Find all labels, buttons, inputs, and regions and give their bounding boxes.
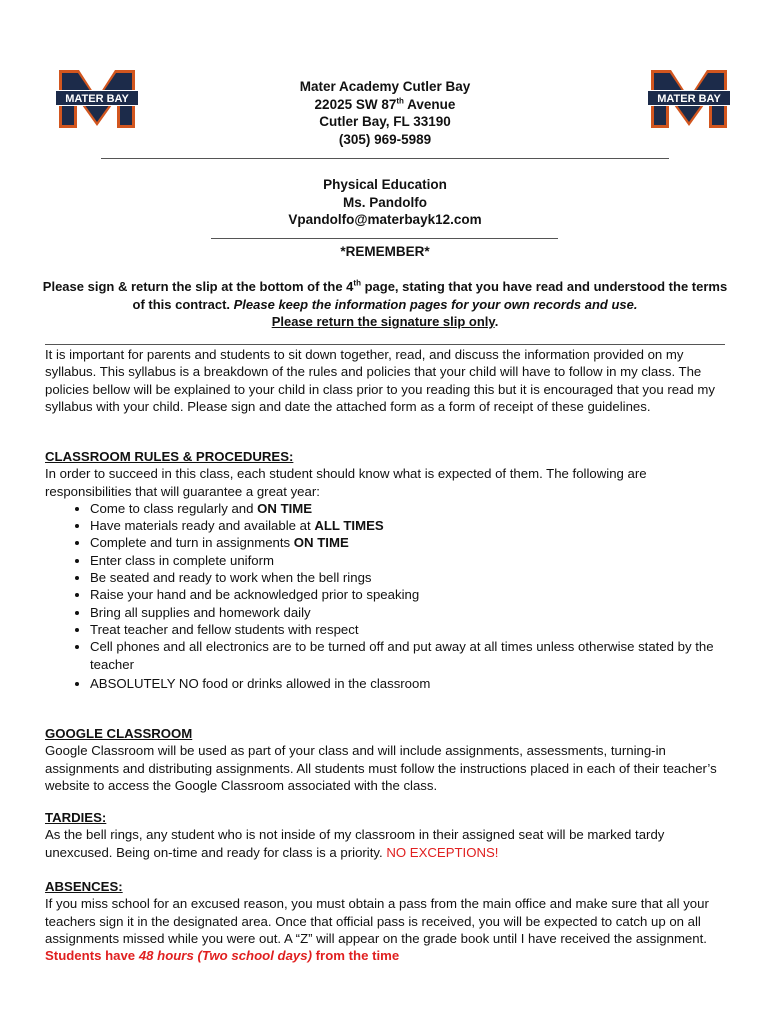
header-divider [101,158,669,159]
course-divider [211,238,558,239]
rules-title: CLASSROOM RULES & PROCEDURES: [45,449,294,464]
rules-list [45,500,735,692]
list-item: • ABSOLUTELY NO food or drinks allowed in the classroom [90,675,735,692]
school-name: Mater Academy Cutler Bay [299,79,471,94]
rules-section [45,448,735,692]
list-item: • Complete and turn in assignments ON TIME [90,534,735,551]
tardies-section [45,809,735,861]
teacher-email: Vpandolfo@materbayk12.com [288,212,482,227]
signature-notice: Please sign & return the slip at the bottom of the 4th page, stating that you have read and understood the terms of this contract. Please keep the information pages for your own records and use. Please return the signature slip only. [42,278,728,329]
logo-text: MATER BAY [657,93,721,105]
list-item: • Treat teacher and fellow students with respect [90,621,735,638]
course-info [0,176,770,229]
remember-heading: *REMEMBER* [340,244,430,259]
absences-title: ABSENCES: [45,879,123,894]
school-header [0,78,770,148]
google-text: Google Classroom will be used as part of your class and will include assignments, assessments, turning-in assignments and distributing assignments. All students must follow the instructions placed in each of their teacher’s website to access the Google Classroom associated with the class. [45,743,717,793]
notice-divider [45,344,725,345]
intro-paragraph: It is important for parents and students to sit down together, read, and discuss the information provided on my syllabus. This syllabus is a breakdown of the rules and policies that your child will have to follow in my class. The policies bellow will be explained to your child in class prior to you reading this but it is encouraged that you read my syllabus with your child. Please sign and date the attached form as a form of receipt of these guidelines. [45,347,715,414]
list-item: • Bring all supplies and homework daily [90,604,735,621]
absences-section [45,878,735,964]
tardies-text: As the bell rings, any student who is not inside of my classroom in their assigned seat will be marked tardy unexcused. Being on-time and ready for class is a priority. NO EXCEPTIONS! [45,827,665,860]
teacher-name: Ms. Pandolfo [343,194,427,210]
school-phone: (305) 969-5989 [338,131,432,147]
list-item: • Enter class in complete uniform [90,552,735,569]
course-name: Physical Education [323,177,447,192]
list-item: • Raise your hand and be acknowledged prior to speaking [90,586,735,603]
rules-lead: In order to succeed in this class, each student should know what is expected of them. The following are responsibilities that will guarantee a great year: [45,466,647,499]
list-item: • Cell phones and all electronics are to be turned off and put away at all times unless otherwise stated by the teacher [90,638,735,673]
logo-text: MATER BAY [65,93,129,105]
tardies-title: TARDIES: [45,810,107,825]
school-address: 22025 SW 87th Avenue [314,96,456,112]
google-classroom-section [45,725,735,794]
list-item: • Come to class regularly and ON TIME [90,500,735,517]
google-title: GOOGLE CLASSROOM [45,726,193,741]
school-city: Cutler Bay, FL 33190 [319,114,451,129]
list-item: • Have materials ready and available at ALL TIMES [90,517,735,534]
absences-text: If you miss school for an excused reason, you must obtain a pass from the main office and make sure that all your teachers sign it in the designated area. Once that official pass is received, you will be expected to catch up on all assignments missed while you were out. A “Z” will appear on the grade book until I have received the assignment. Students have 48 hours (Two school days) from the time [45,896,709,964]
list-item: • Be seated and ready to work when the bell rings [90,569,735,586]
